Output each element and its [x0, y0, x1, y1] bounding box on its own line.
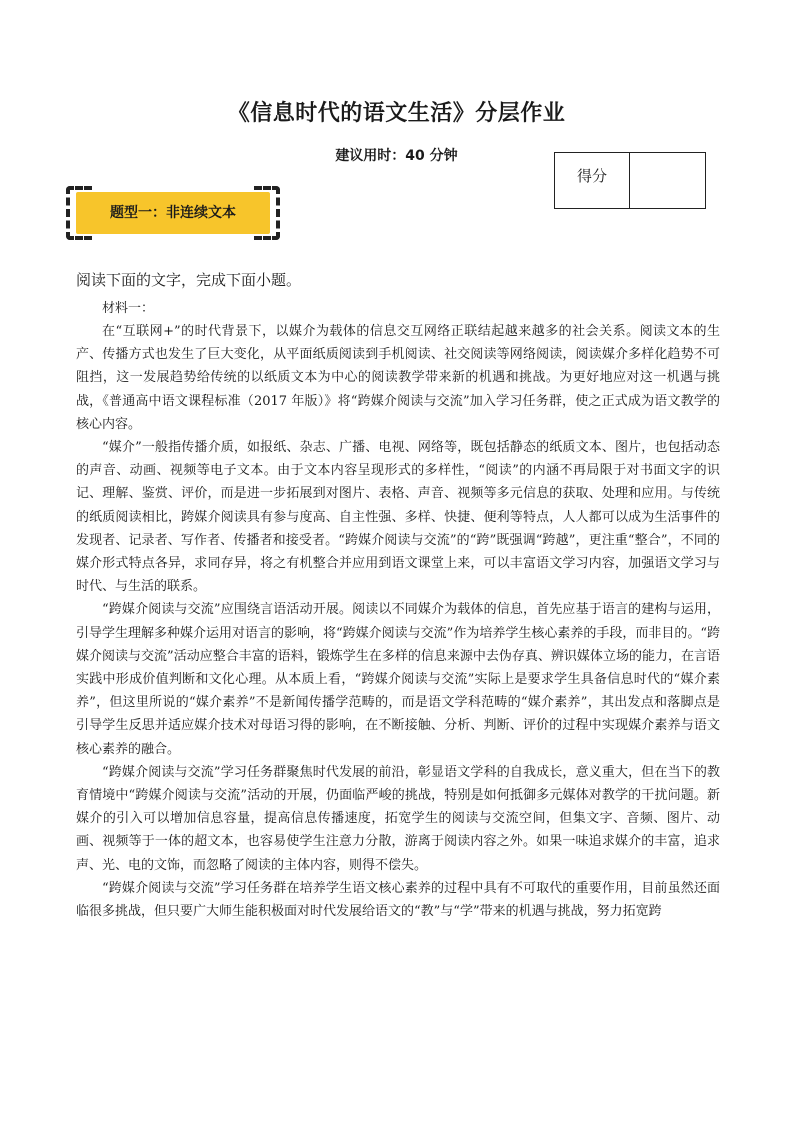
- suggested-time: 建议用时：40 分钟: [335, 148, 458, 164]
- passage-paragraph: “媒介”一般指传播介质，如报纸、杂志、广播、电视、网络等，既包括静态的纸质文本、图片，也包括动态的声音、动画、视频等电子文本。由于文本内容呈现形式的多样性，“阅读”的内涵不再局限于对书面文字的识记、理解、鉴赏、评价，而是进一步拓展到对图片、表格、声音、视频等多元信息的获取、处理和应用。与传统的纸质阅读相比，跨媒介阅读具有参与度高、自主性强、多样、快捷、便利等特点，人人都可以成为生活事件的发现者、记录者、写作者、传播者和接受者。“跨媒介阅读与交流”的“跨”既强调“跨越”，更注重“整合”，不同的媒介形式特点各异，求同存异，将之有机整合并应用到语文课堂上来，可以丰富语文学习内容，加强语文学习与时代、与生活的联系。: [76, 440, 720, 595]
- passage-paragraph: “跨媒介阅读与交流”学习任务群在培养学生语文核心素养的过程中具有不可取代的重要作用，目前虽然还面临很多挑战，但只要广大师生能积极面对时代发展给语文的“教”与“学”带来的机遇与挑战，努力拓宽跨: [76, 880, 720, 920]
- score-value-field[interactable]: [630, 153, 705, 208]
- reading-passage: [76, 320, 720, 923]
- passage-paragraph: “跨媒介阅读与交流”学习任务群聚焦时代发展的前沿，彰显语文学科的自我成长，意义重大，但在当下的教育情境中“跨媒介阅读与交流”活动的开展，仍面临严峻的挑战，特别是如何抵御多元媒体对教学的干扰问题。新媒介的引入可以增加信息容量，提高信息传播速度，拓宽学生的阅读与交流空间，但集文字、音频、图片、动画、视频等于一体的超文本，也容易使学生注意力分散，游离于阅读内容之外。如果一味追求媒介的丰富，追求声、光、电的文饰，而忽略了阅读的主体内容，则得不偿失。: [76, 764, 720, 873]
- section-label: 题型一：非连续文本: [110, 205, 236, 221]
- page-title: 《信息时代的语文生活》分层作业: [227, 101, 566, 126]
- score-label: 得分: [555, 153, 630, 208]
- passage-paragraph: 在“互联网+”的时代背景下，以媒介为载体的信息交互网络正联结起越来越多的社会关系。阅读文本的生产、传播方式也发生了巨大变化，从平面纸质阅读到手机阅读、社交阅读等网络阅读，阅读媒介多样化趋势不可阻挡，这一发展趋势给传统的以纸质文本为中心的阅读教学带来新的机遇和挑战。为更好地应对这一机遇与挑战，《普通高中语文课程标准（2017 年版）》将“跨媒介阅读与交流”加入学习任务群，使之正式成为语文教学的核心内容。: [76, 324, 720, 432]
- passage-paragraph: “跨媒介阅读与交流”应围绕言语活动开展。阅读以不同媒介为载体的信息，首先应基于语言的建构与运用，引导学生理解多种媒介运用对语言的影响，将“跨媒介阅读与交流”作为培养学生核心素养的手段，而非目的。“跨媒介阅读与交流”活动应整合丰富的语料，锻炼学生在多样的信息来源中去伪存真、辨识媒体立场的能力，在言语实践中形成价值判断和文化心理。从本质上看，“跨媒介阅读与交流”实际上是要求学生具备信息时代的“媒介素养”，但这里所说的“媒介素养”不是新闻传播学范畴的，而是语文学科范畴的“媒介素养”，其出发点和落脚点是引导学生反思并适应媒介技术对母语习得的影响，在不断接触、分析、判断、评价的过程中实现媒介素养与语文核心素养的融合。: [76, 602, 720, 757]
- material-label: 材料一：: [102, 301, 155, 316]
- score-box: [554, 152, 706, 209]
- section-banner: [76, 192, 270, 234]
- question-instruction: 阅读下面的文字，完成下面小题。: [76, 271, 302, 289]
